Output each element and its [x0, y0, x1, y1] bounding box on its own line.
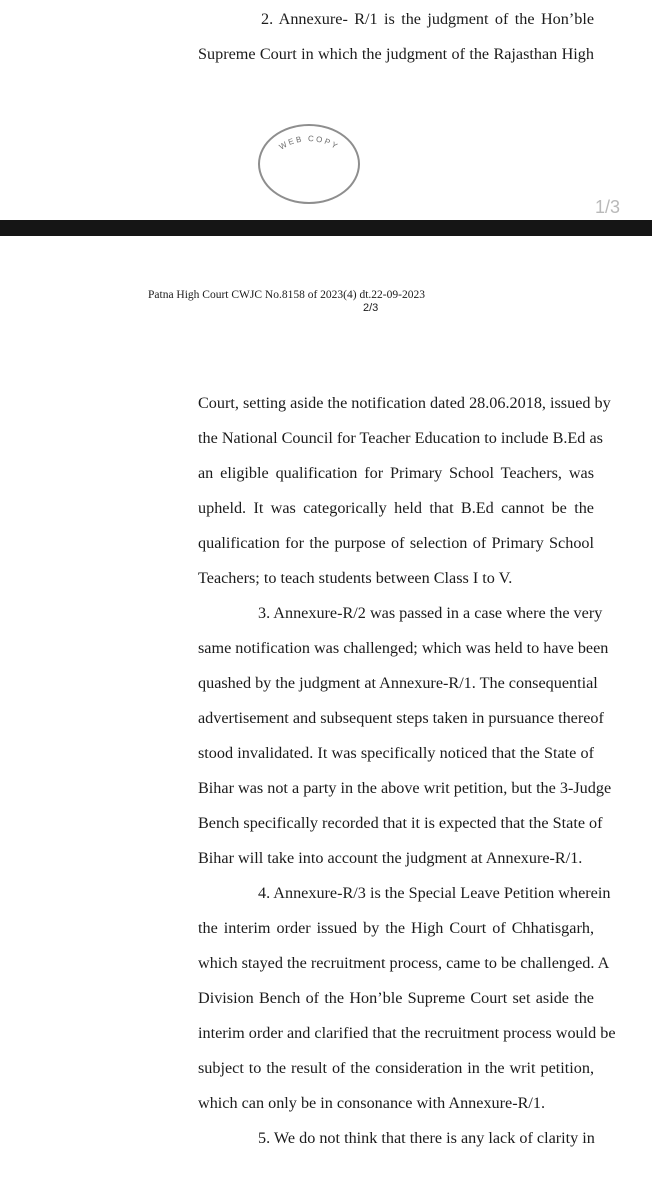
paragraph-line: Bench specifically recorded that it is expected that the State of	[198, 814, 603, 832]
paragraph-line: Bihar will take into account the judgment at Annexure-R/1.	[198, 849, 583, 867]
paragraph-line: 5. We do not think that there is any lack of clarity in	[258, 1129, 595, 1147]
paragraph-line: the interim order issued by the High Court of Chhatisgarh,	[198, 919, 594, 937]
paragraph-line: an eligible qualification for Primary School Teachers, was	[198, 464, 594, 482]
svg-text:WEB COPY	[278, 134, 341, 152]
paragraph-line: Supreme Court in which the judgment of the Rajasthan High	[198, 45, 594, 63]
page-header: Patna High Court CWJC No.8158 of 2023(4) dt.22-09-2023	[148, 289, 425, 301]
paragraph-line: which can only be in consonance with Annexure-R/1.	[198, 1094, 546, 1112]
paragraph-line: 4. Annexure-R/3 is the Special Leave Petition wherein	[258, 884, 611, 902]
stamp-arc-text	[260, 126, 358, 202]
paragraph-line: subject to the result of the consideration in the writ petition,	[198, 1059, 594, 1077]
paragraph-line: Bihar was not a party in the above writ petition, but the 3-Judge	[198, 779, 612, 797]
paragraph-line: qualification for the purpose of selection of Primary School	[198, 534, 594, 552]
paragraph-line: interim order and clarified that the recruitment process would be	[198, 1024, 616, 1042]
page-separator	[0, 220, 652, 236]
page-indicator: 1/3	[595, 197, 621, 217]
paragraph-line: Court, setting aside the notification dated 28.06.2018, issued by	[198, 394, 611, 412]
paragraph-line: same notification was challenged; which was held to have been	[198, 639, 609, 657]
web-copy-stamp	[258, 124, 360, 204]
paragraph-line: stood invalidated. It was specifically noticed that the State of	[198, 744, 594, 762]
paragraph-line: quashed by the judgment at Annexure-R/1. The consequential	[198, 674, 598, 692]
page-number: 2/3	[363, 302, 379, 314]
paragraph-line: 2. Annexure- R/1 is the judgment of the Hon’ble	[261, 10, 594, 28]
stamp-text: WEB COPY	[277, 133, 341, 152]
paragraph-line: Teachers; to teach students between Class I to V.	[198, 569, 513, 587]
paragraph-line: advertisement and subsequent steps taken in pursuance thereof	[198, 709, 604, 727]
paragraph-line: which stayed the recruitment process, came to be challenged. A	[198, 954, 610, 972]
document-page-1	[0, 0, 652, 220]
paragraph-line: the National Council for Teacher Education to include B.Ed as	[198, 429, 603, 447]
paragraph-line: Division Bench of the Hon’ble Supreme Court set aside the	[198, 989, 594, 1007]
paragraph-line: 3. Annexure-R/2 was passed in a case where the very	[258, 604, 603, 622]
paragraph-line: upheld. It was categorically held that B.Ed cannot be the	[198, 499, 594, 517]
